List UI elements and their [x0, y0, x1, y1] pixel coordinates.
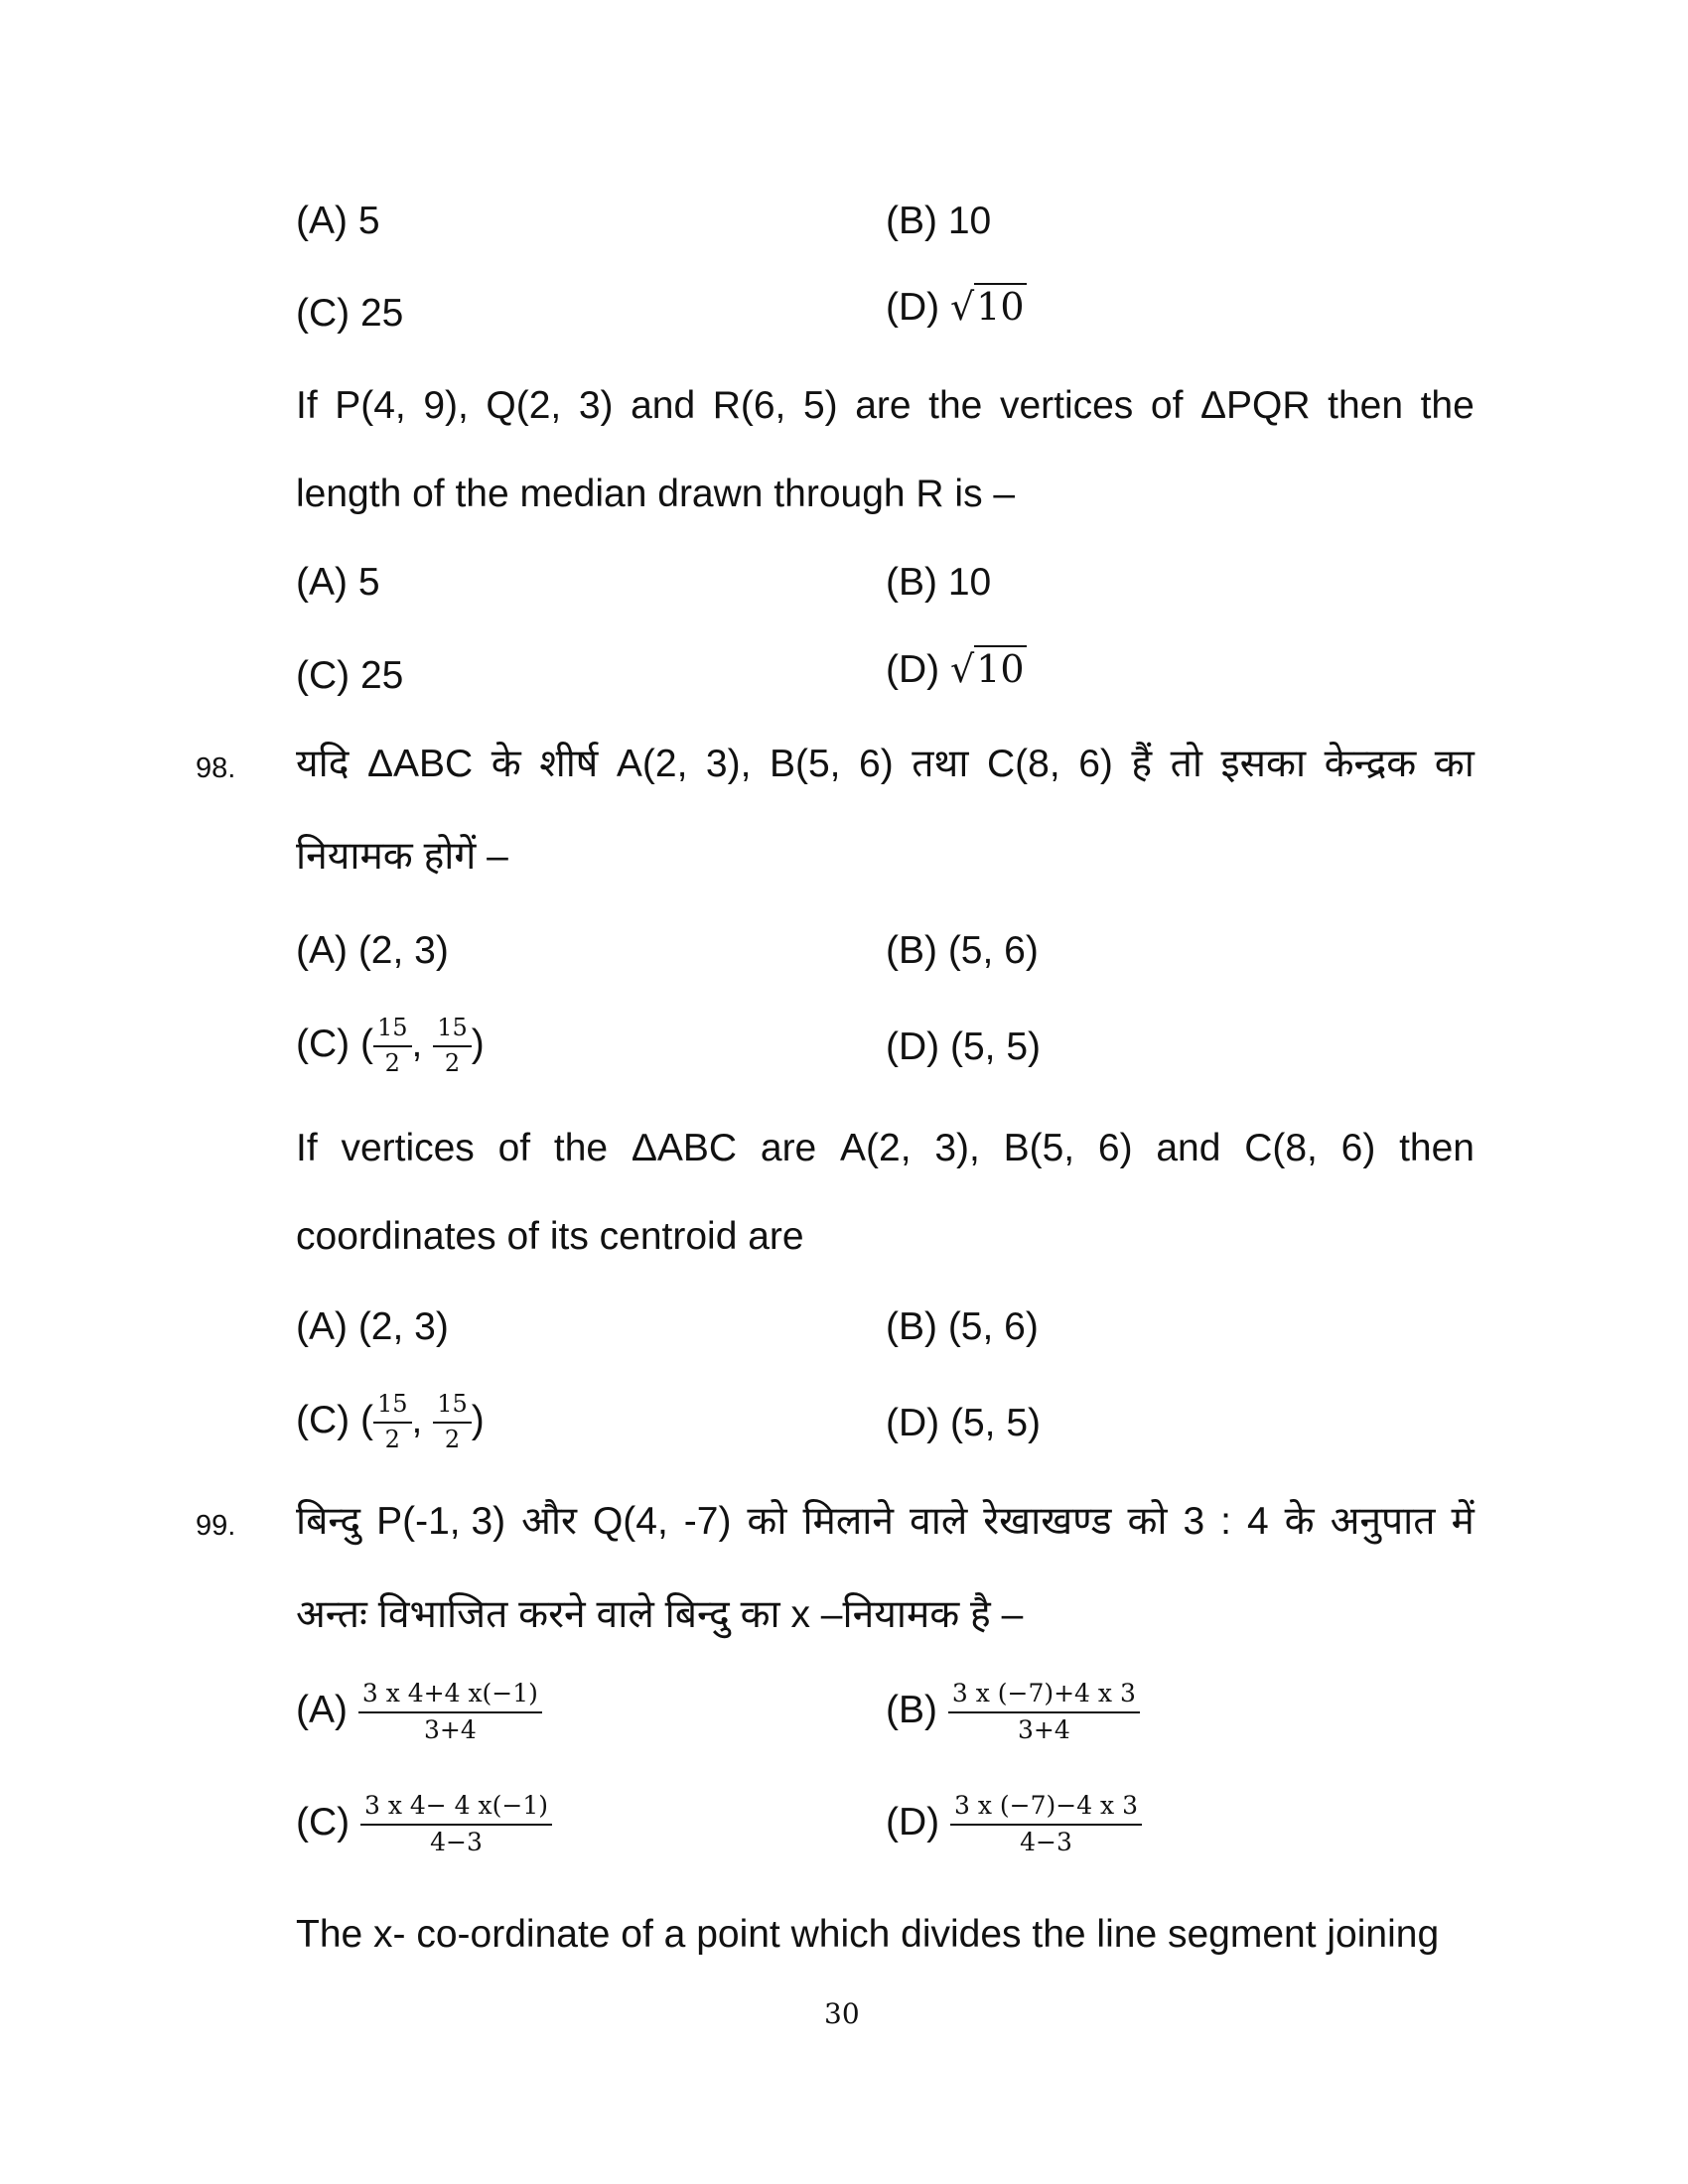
- q98-en-option-b: (B) (5, 6): [886, 1305, 1039, 1348]
- fraction: $\frac{15}{2}$: [373, 1015, 412, 1077]
- fraction: $\frac{3 x (-7)-4 x 3}{4-3}$: [950, 1792, 1142, 1857]
- q98-en-line1: If vertices of the ΔABC are A(2, 3), B(5, 6) and C(8, 6) then: [296, 1127, 1475, 1169]
- q98-en-option-c: (C) ( $\frac{15}{2}$ , $\frac{15}{2}$ ): [296, 1390, 485, 1453]
- q98-hi-option-c: (C) ( $\frac{15}{2}$ , $\frac{15}{2}$ ): [296, 1014, 485, 1077]
- q97-en-line1: If P(4, 9), Q(2, 3) and R(6, 5) are the vertices of ΔPQR then the: [296, 384, 1475, 427]
- q99-option-b: (B) $\frac{3 x (-7)+4 x 3}{3+4}$: [886, 1680, 1140, 1745]
- page-number: 30: [824, 1997, 860, 2030]
- q98-en-option-a: (A) (2, 3): [296, 1305, 449, 1348]
- q98-hi-line1: यदि ΔABC के शीर्ष A(2, 3), B(5, 6) तथा C(8, 6) हैं तो इसका केन्द्रक का: [296, 743, 1475, 785]
- fraction: $\frac{15}{2}$: [433, 1391, 472, 1453]
- q99-option-c: (C) $\frac{3 x 4- 4 x(-1)}{4-3}$: [296, 1792, 552, 1857]
- question-number-99: 99.: [196, 1510, 236, 1542]
- question-number-98: 98.: [196, 752, 236, 784]
- q97-option-b: (B) 10: [886, 561, 992, 604]
- q98-hi-option-a: (A) (2, 3): [296, 929, 449, 972]
- q99-hi-line2: अन्तः विभाजित करने वाले बिन्दु का x –नियामक है –: [296, 1593, 1024, 1636]
- fraction: $\frac{3 x 4- 4 x(-1)}{4-3}$: [360, 1792, 552, 1857]
- q97-option-a: (A) 5: [296, 561, 380, 604]
- square-root: √10: [949, 285, 1025, 329]
- q97-option-d: (D) √10: [886, 647, 1025, 691]
- q99-option-a: (A) $\frac{3 x 4+4 x(-1)}{3+4}$: [296, 1680, 542, 1745]
- q98-hi-line2: नियामक होगें –: [296, 835, 508, 878]
- q98-en-line2: coordinates of its centroid are: [296, 1215, 804, 1258]
- prev-option-d: (D) √10: [886, 285, 1025, 329]
- q99-en-line1: The x- co-ordinate of a point which divides the line segment joining: [296, 1913, 1440, 1956]
- q97-en-line2: length of the median drawn through R is –: [296, 473, 1016, 515]
- q98-hi-option-b: (B) (5, 6): [886, 929, 1039, 972]
- q98-en-option-d: (D) (5, 5): [886, 1402, 1041, 1444]
- q99-option-d: (D) $\frac{3 x (-7)-4 x 3}{4-3}$: [886, 1792, 1142, 1857]
- q97-option-c: (C) 25: [296, 654, 404, 697]
- prev-option-a: (A) 5: [296, 200, 380, 242]
- prev-option-b: (B) 10: [886, 200, 992, 242]
- q99-hi-line1: बिन्दु P(-1, 3) और Q(4, -7) को मिलाने वाले रेखाखण्ड को 3 : 4 के अनुपात में: [296, 1500, 1475, 1543]
- fraction: $\frac{15}{2}$: [373, 1391, 412, 1453]
- q98-hi-option-d: (D) (5, 5): [886, 1025, 1041, 1068]
- fraction: $\frac{15}{2}$: [433, 1015, 472, 1077]
- square-root: √10: [949, 647, 1025, 691]
- fraction: $\frac{3 x 4+4 x(-1)}{3+4}$: [358, 1680, 542, 1745]
- fraction: $\frac{3 x (-7)+4 x 3}{3+4}$: [948, 1680, 1140, 1745]
- prev-option-c: (C) 25: [296, 292, 404, 335]
